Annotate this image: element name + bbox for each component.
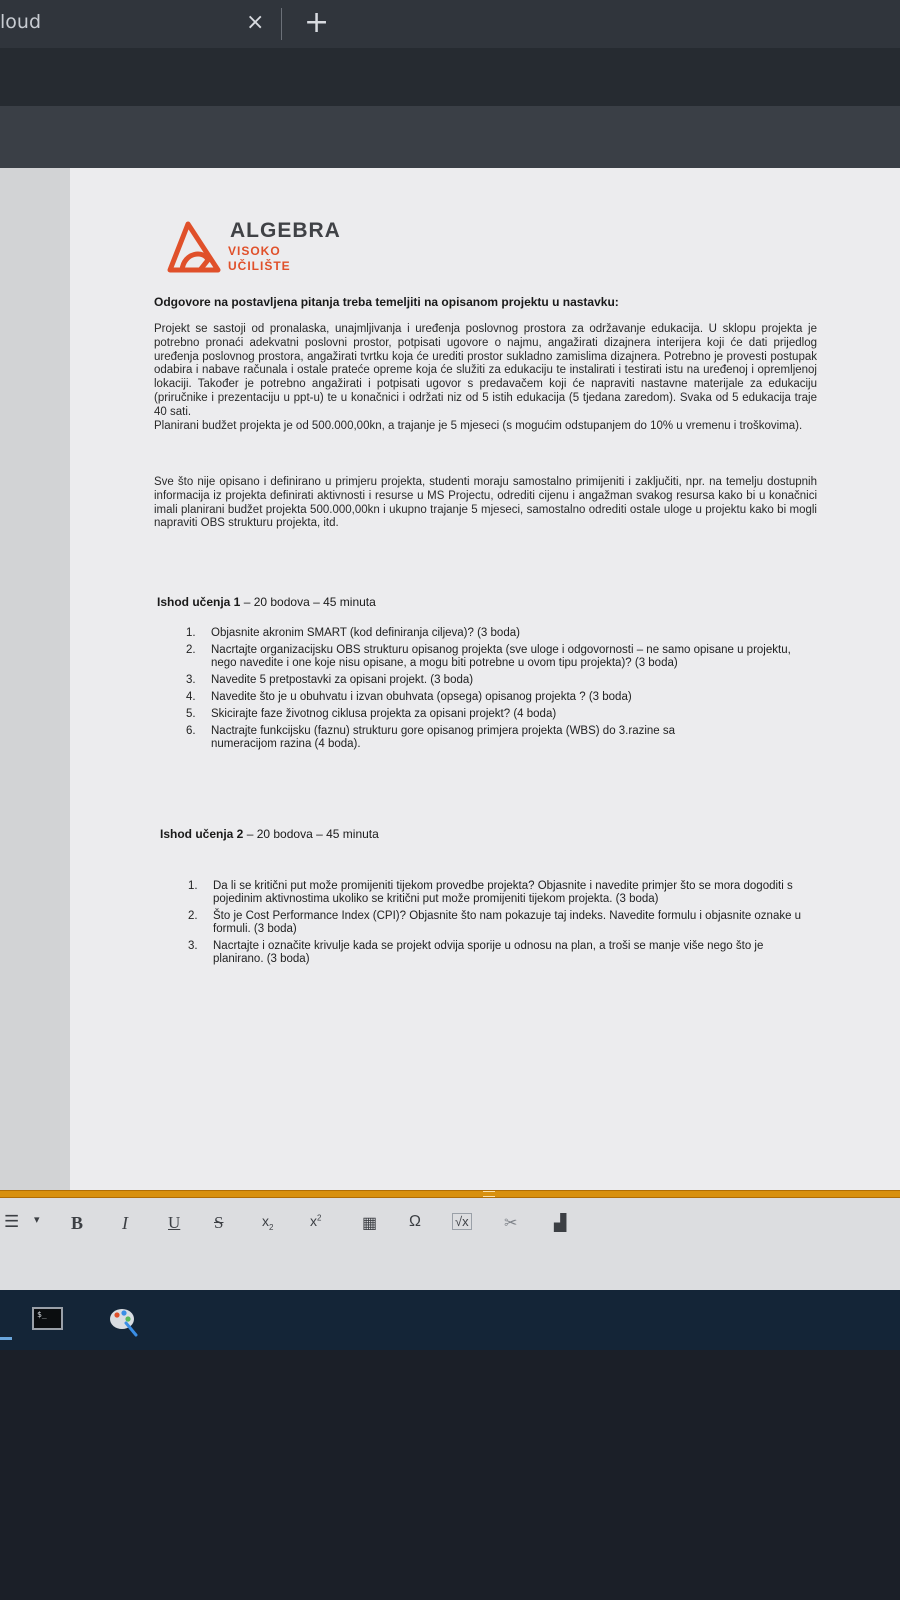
logo-subtitle-line2: UČILIŠTE: [228, 259, 291, 273]
section-1-meta: – 20 bodova – 45 minuta: [240, 595, 376, 609]
terminal-icon[interactable]: [32, 1307, 63, 1330]
algebra-logo: [164, 216, 364, 278]
underline-button[interactable]: U: [168, 1213, 181, 1232]
question-text: Nactrajte funkcijsku (faznu) strukturu gore opisanog primjera projekta (WBS) do 3.razine sa numeracijom razina (4 boda).: [211, 725, 676, 750]
formatting-toolbar: [0, 1198, 900, 1290]
special-character-icon[interactable]: Ω: [409, 1213, 421, 1230]
question-item: [186, 708, 806, 721]
superscript-base: x: [310, 1213, 317, 1229]
budget-text: Planirani budžet projekta je od 500.000,00kn, a trajanje je 5 mjeseci (s mogućim odstupanjem do 10% u vremenu i troškovima).: [154, 419, 803, 432]
question-text: Navedite 5 pretpostavki za opisani projekt. (3 boda): [211, 674, 474, 686]
tab-divider: [281, 8, 282, 40]
question-number: 6.: [186, 725, 196, 737]
section-2-questions: [188, 880, 806, 970]
project-description-text: Projekt se sastoji od pronalaska, unajmljivanja i uređenja poslovnog prostora za održavanje edukacija. U sklopu projekta je potrebno pronaći adekvatni poslovni prostor, potpisati ugovore o najmu, angažirati dizajnera interijera koji će dati prijedlog uređenja poslovnog prostora, angažirati tvrtku koja će urediti prostor sukladno zamislima dizajnera. Potrebno je provesti postupak odabira i nabave računala i ostale prateće opreme koja će služiti za edukaciju te instalirati i testirati istu na uređenoj i opremljenoj lokaciji. Također je potrebno angažirati i potpisati ugovor s predavačem koji će napraviti nastavne materijale za edukaciju (priručnike i prezentaciju u ppt-u) te u konačnici i održati niz od 5 istih edukacija (5 tjedana zaredom). Svaka od 5 edukacija traje 40 sati.: [154, 323, 817, 418]
question-text: Što je Cost Performance Index (CPI)? Objasnite što nam pokazuje taj indeks. Navedite formulu i objasnite oznake u formuli. (3 boda): [213, 910, 802, 935]
question-item: [188, 910, 806, 936]
question-number: 1.: [188, 880, 198, 892]
section-1-heading: [157, 595, 376, 609]
subscript-base: x: [262, 1213, 269, 1229]
table-icon[interactable]: ▦: [362, 1215, 378, 1232]
browser-toolbar-area: [0, 48, 900, 106]
project-description: [154, 323, 817, 433]
subscript-button[interactable]: [262, 1213, 273, 1232]
question-number: 2.: [186, 644, 196, 656]
left-margin: [0, 168, 70, 1190]
browser-tab-bar: [0, 0, 900, 48]
desktop-background: [0, 1350, 900, 1600]
question-item: [186, 674, 806, 687]
section-1-title: Ishod učenja 1: [157, 595, 241, 609]
superscript-button[interactable]: [310, 1213, 321, 1229]
section-2-meta: – 20 bodova – 45 minuta: [243, 827, 379, 841]
question-number: 2.: [188, 910, 198, 922]
question-item: [186, 644, 806, 670]
question-text: Nacrtajte organizacijsku OBS strukturu opisanog projekta (sve uloge i odgovornosti – ne samo opisane u projektu, nego navedite i one koje nisu opisane, a mogu biti potrebne u ovom tipu projekta)? (3 boda): [211, 644, 791, 669]
question-item: [186, 627, 806, 640]
question-number: 1.: [186, 627, 196, 639]
italic-button[interactable]: I: [122, 1213, 128, 1233]
resize-grip-icon[interactable]: [483, 1191, 495, 1197]
question-text: Da li se kritični put može promijeniti tijekom provedbe projekta? Objasnite i navedite primjer što se mora dogoditi s pojedinim aktivnostima ukoliko se kritični put može promijeniti tijekom projekta. (3 boda): [213, 880, 793, 905]
question-number: 3.: [186, 674, 196, 686]
logo-name: ALGEBRA: [230, 219, 341, 242]
app-header-area: [0, 106, 900, 168]
question-item: [186, 725, 806, 751]
question-text: Navedite što je u obuhvatu i izvan obuhvata (opsega) opisanog projekta ? (3 boda): [211, 691, 632, 703]
question-item: [188, 940, 806, 966]
active-window-indicator: [0, 1337, 12, 1340]
section-2-heading: [160, 827, 379, 841]
question-number: 4.: [186, 691, 196, 703]
paint-app-icon[interactable]: [106, 1303, 140, 1337]
chevron-down-icon[interactable]: ▾: [34, 1214, 40, 1226]
question-text: Objasnite akronim SMART (kod definiranja ciljeva)? (3 boda): [211, 627, 520, 639]
insert-page-break-icon[interactable]: ▟: [554, 1215, 567, 1232]
algebra-logo-mark-icon: [164, 216, 224, 276]
os-taskbar: [0, 1290, 900, 1350]
question-number: 3.: [188, 940, 198, 952]
editor-resize-handle[interactable]: [0, 1190, 900, 1198]
bold-button[interactable]: B: [71, 1213, 84, 1233]
intro-heading: Odgovore na postavljena pitanja treba temeljiti na opisanom projektu u nastavku:: [154, 295, 619, 309]
superscript-mark: 2: [317, 1213, 322, 1223]
subscript-mark: 2: [269, 1222, 274, 1232]
tab-title[interactable]: loud: [0, 11, 42, 33]
document-editor[interactable]: [0, 168, 900, 1190]
terminal-label: $_: [37, 1310, 47, 1319]
section-1-questions: [186, 627, 806, 755]
instructions-paragraph: Sve što nije opisano i definirano u primjeru projekta, studenti moraju samostalno primijeniti i zaključiti, npr. na temelju dostupnih informacija iz projekta definirati aktivnosti i resurse u MS Projectu, odrediti cijenu i angažman svakog resursa kako bi u konačnici imali planirani budžet projekta 500.000,00kn i ukupno trajanje 5 mjeseci, samostalno odrediti ostale uloge u projektu kako bi mogli napraviti OBS strukturu projekta, itd.: [154, 476, 817, 530]
close-tab-icon[interactable]: ×: [246, 10, 265, 35]
question-number: 5.: [186, 708, 196, 720]
section-2-title: Ishod učenja 2: [160, 827, 244, 841]
scissors-icon[interactable]: ✂: [504, 1215, 518, 1232]
formula-icon[interactable]: √x: [452, 1213, 472, 1230]
strikethrough-button[interactable]: S: [214, 1213, 224, 1232]
question-text: Nacrtajte i označite krivulje kada se projekt odvija sporije u odnosu na plan, a troši se manje više nego što je planirano. (3 boda): [213, 940, 764, 965]
logo-subtitle-line1: VISOKO: [228, 244, 281, 258]
question-text: Skicirajte faze životnog ciklusa projekta za opisani projekt? (4 boda): [211, 708, 557, 720]
list-format-icon[interactable]: ☰: [4, 1212, 20, 1231]
question-item: [188, 880, 806, 906]
question-item: [186, 691, 806, 704]
new-tab-icon[interactable]: +: [304, 5, 330, 40]
paint-palette-icon: [106, 1303, 140, 1337]
